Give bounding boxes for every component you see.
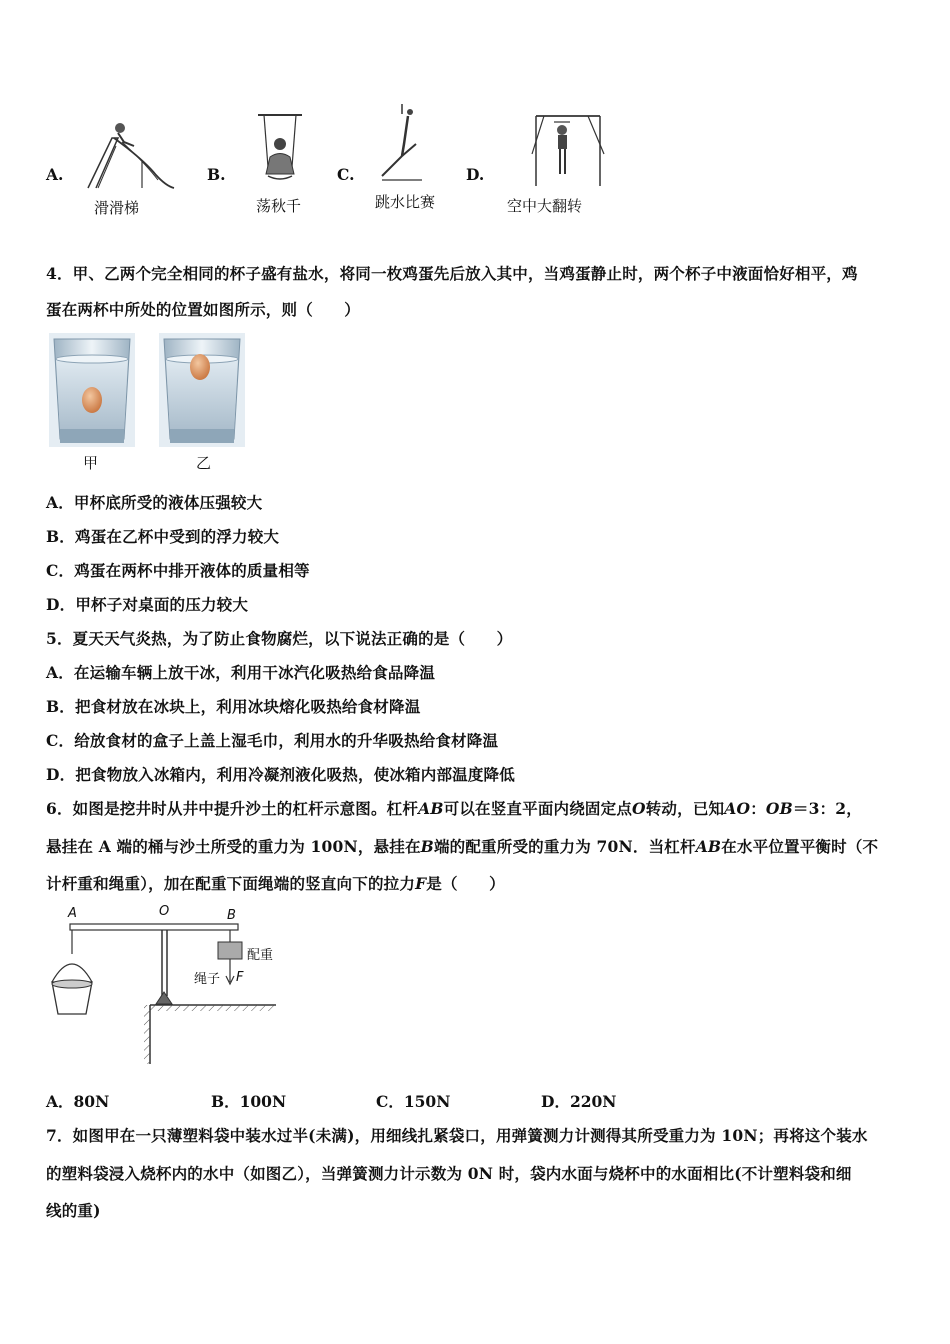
q6-stem-line2: 悬挂在 A 端的桶与沙土所受的重力为 100N，悬挂在B端的配重所受的重力为 70N．当杠杆AB在水平位置平衡时（不 [46,837,879,856]
gymnastics-image [530,114,606,188]
cup-label-yi: 乙 [196,454,212,472]
q3-caption-d: 空中大翻转 [507,197,583,215]
q5-option-c: C．给放食材的盒子上盖上湿毛巾，利用水的升华吸热给食材降温 [46,731,499,750]
q7-stem-line2: 的塑料袋浸入烧杯内的水中（如图乙），当弹簧测力计示数为 0N 时，袋内水面与烧杯中的水面相比(不计塑料袋和细 [46,1164,852,1183]
q5-option-b: B．把食材放在冰块上，利用冰块熔化吸热给食材降温 [46,697,421,716]
q4-stem-line2: 蛋在两杯中所处的位置如图所示，则（ ） [46,300,361,319]
q6-option-b: B．100N [211,1092,287,1111]
q3-option-a-label: A. [46,165,64,184]
lever-diagram: A O B 配重 绳子 F [44,904,284,1066]
q3-caption-a: 滑滑梯 [94,199,140,217]
q6-stem-line3: 计杆重和绳重），加在配重下面绳端的竖直向下的拉力F是（ ） [46,874,505,893]
diving-image [378,104,428,184]
q6-option-c: C．150N [376,1092,451,1111]
cup-label-jia: 甲 [83,454,99,472]
q5-option-d: D．把食物放入冰箱内，利用冷凝剂液化吸热，使冰箱内部温度降低 [46,765,515,784]
slide-image [84,120,176,192]
q7-stem-line3: 线的重) [46,1201,101,1220]
q4-stem-line1: 4．甲、乙两个完全相同的杯子盛有盐水，将同一枚鸡蛋先后放入其中，当鸡蛋静止时，两个杯子中液面恰好相平，鸡 [46,264,858,283]
q6-stem-line1: 6．如图是挖井时从井中提升沙土的杠杆示意图。杠杆AB可以在竖直平面内绕固定点O转动，已知AO：OB＝3：2， [46,799,862,818]
q4-option-b: B．鸡蛋在乙杯中受到的浮力较大 [46,527,280,546]
q5-option-a: A．在运输车辆上放干冰，利用干冰汽化吸热给食品降温 [46,663,436,682]
q3-option-d-label: D. [466,165,485,184]
swing-image [254,112,306,190]
q6-option-a: A．80N [46,1092,110,1111]
egg-cups-image [48,333,248,447]
q3-option-c-label: C. [337,165,355,184]
q3-option-b-label: B. [207,165,226,184]
q7-stem-line1: 7．如图甲在一只薄塑料袋中装水过半(未满)，用细线扎紧袋口，用弹簧测力计测得其所受重力为 10N；再将这个装水 [46,1126,868,1145]
q3-caption-c: 跳水比赛 [375,193,436,211]
q3-caption-b: 荡秋千 [256,197,302,215]
q4-option-d: D．甲杯子对桌面的压力较大 [46,595,249,614]
q4-option-a: A．甲杯底所受的液体压强较大 [46,493,263,512]
q4-option-c: C．鸡蛋在两杯中排开液体的质量相等 [46,561,310,580]
q5-stem: 5．夏天天气炎热，为了防止食物腐烂，以下说法正确的是（ ） [46,629,513,648]
q6-option-d: D．220N [541,1092,617,1111]
